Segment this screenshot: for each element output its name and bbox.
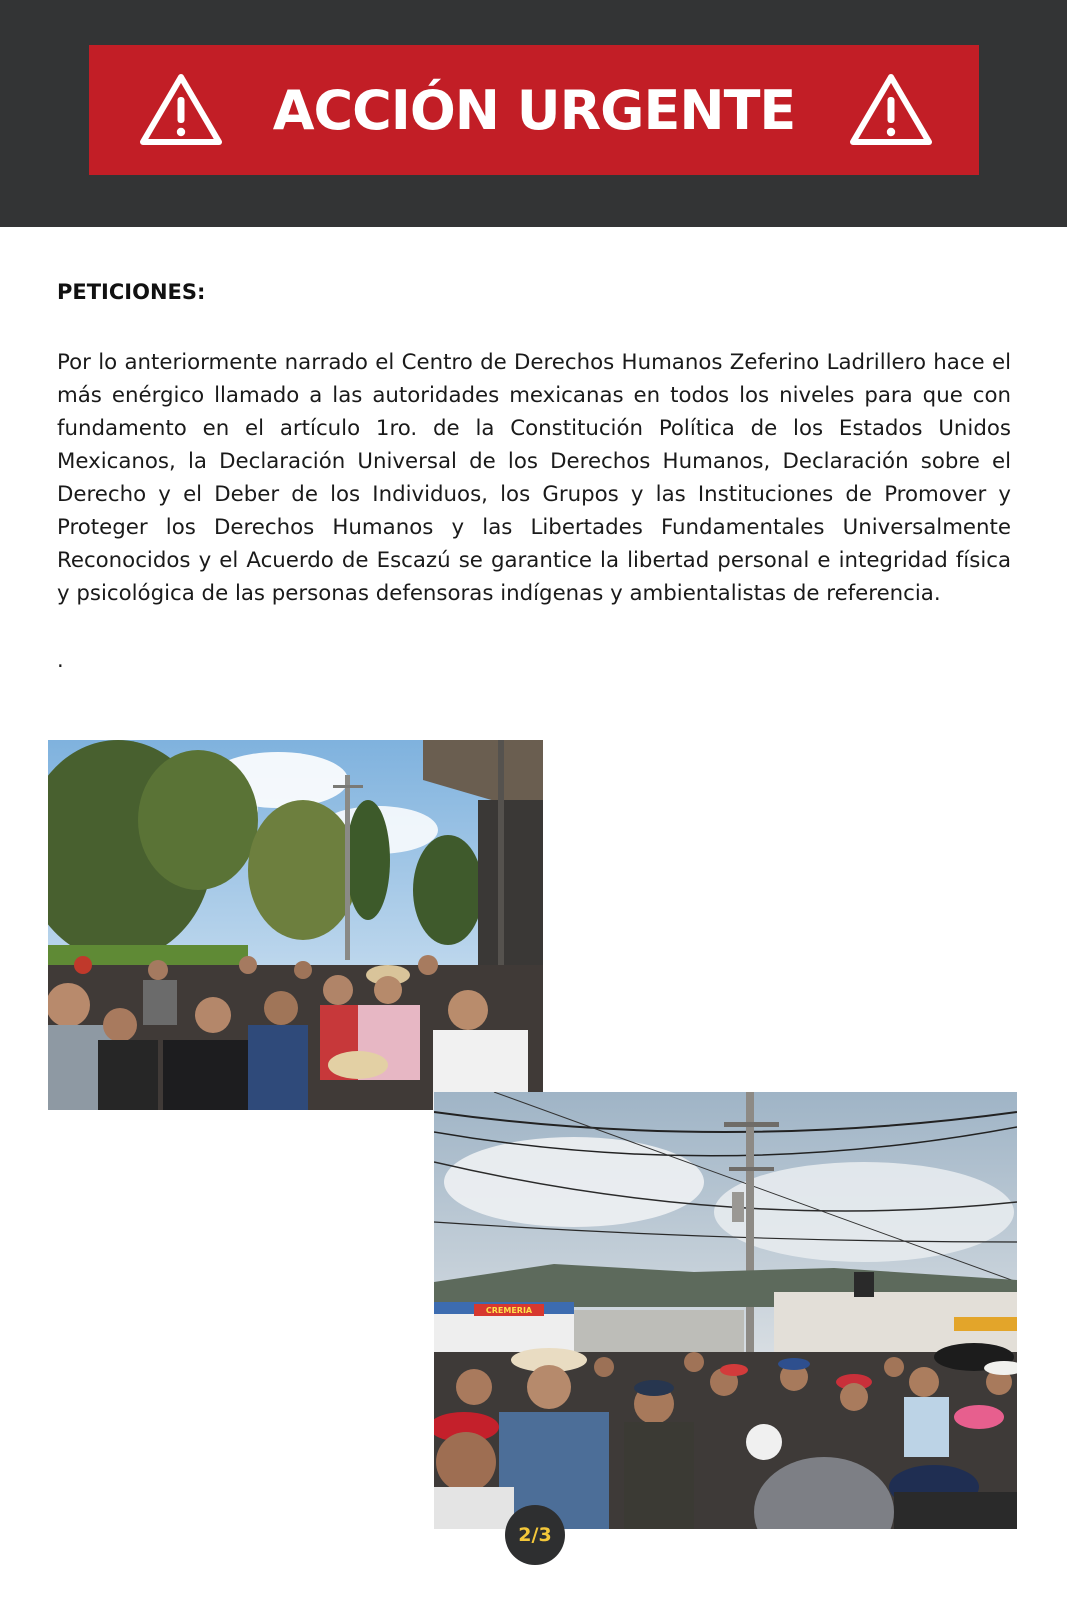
- warning-triangle-icon: [138, 71, 224, 149]
- urgent-action-banner: [89, 45, 979, 175]
- section-heading: PETICIONES:: [57, 280, 206, 304]
- trailing-dot: .: [57, 648, 64, 672]
- crowd-photo-street: [434, 1092, 1017, 1529]
- warning-triangle-icon: [848, 71, 934, 149]
- crowd-photo-roadside: [48, 740, 543, 1110]
- header-band: [0, 0, 1067, 227]
- page-indicator-badge: 2/3: [505, 1505, 565, 1565]
- banner-title: ACCIÓN URGENTE: [272, 78, 796, 142]
- cremeria-sign: CREMERIA: [485, 1306, 533, 1315]
- petition-paragraph: Por lo anteriormente narrado el Centro de Derechos Humanos Zeferino Ladrillero hace el más enérgico llamado a las autoridades mexicanas en todos los niveles para que con fundamento en el artículo 1ro. de la Constitución Política de los Estados Unidos Mexicanos, la Declaración Universal de los Derechos Humanos, Declaración sobre el Derecho y el Deber de los Individuos, los Grupos y las Instituciones de Promover y Proteger los Derechos Humanos y las Libertades Fundamentales Universalmente Reconocidos y el Acuerdo de Escazú se garantice la libertad personal e integridad física y psicológica de las personas defensoras indígenas y ambientalistas de referencia.: [57, 350, 1011, 606]
